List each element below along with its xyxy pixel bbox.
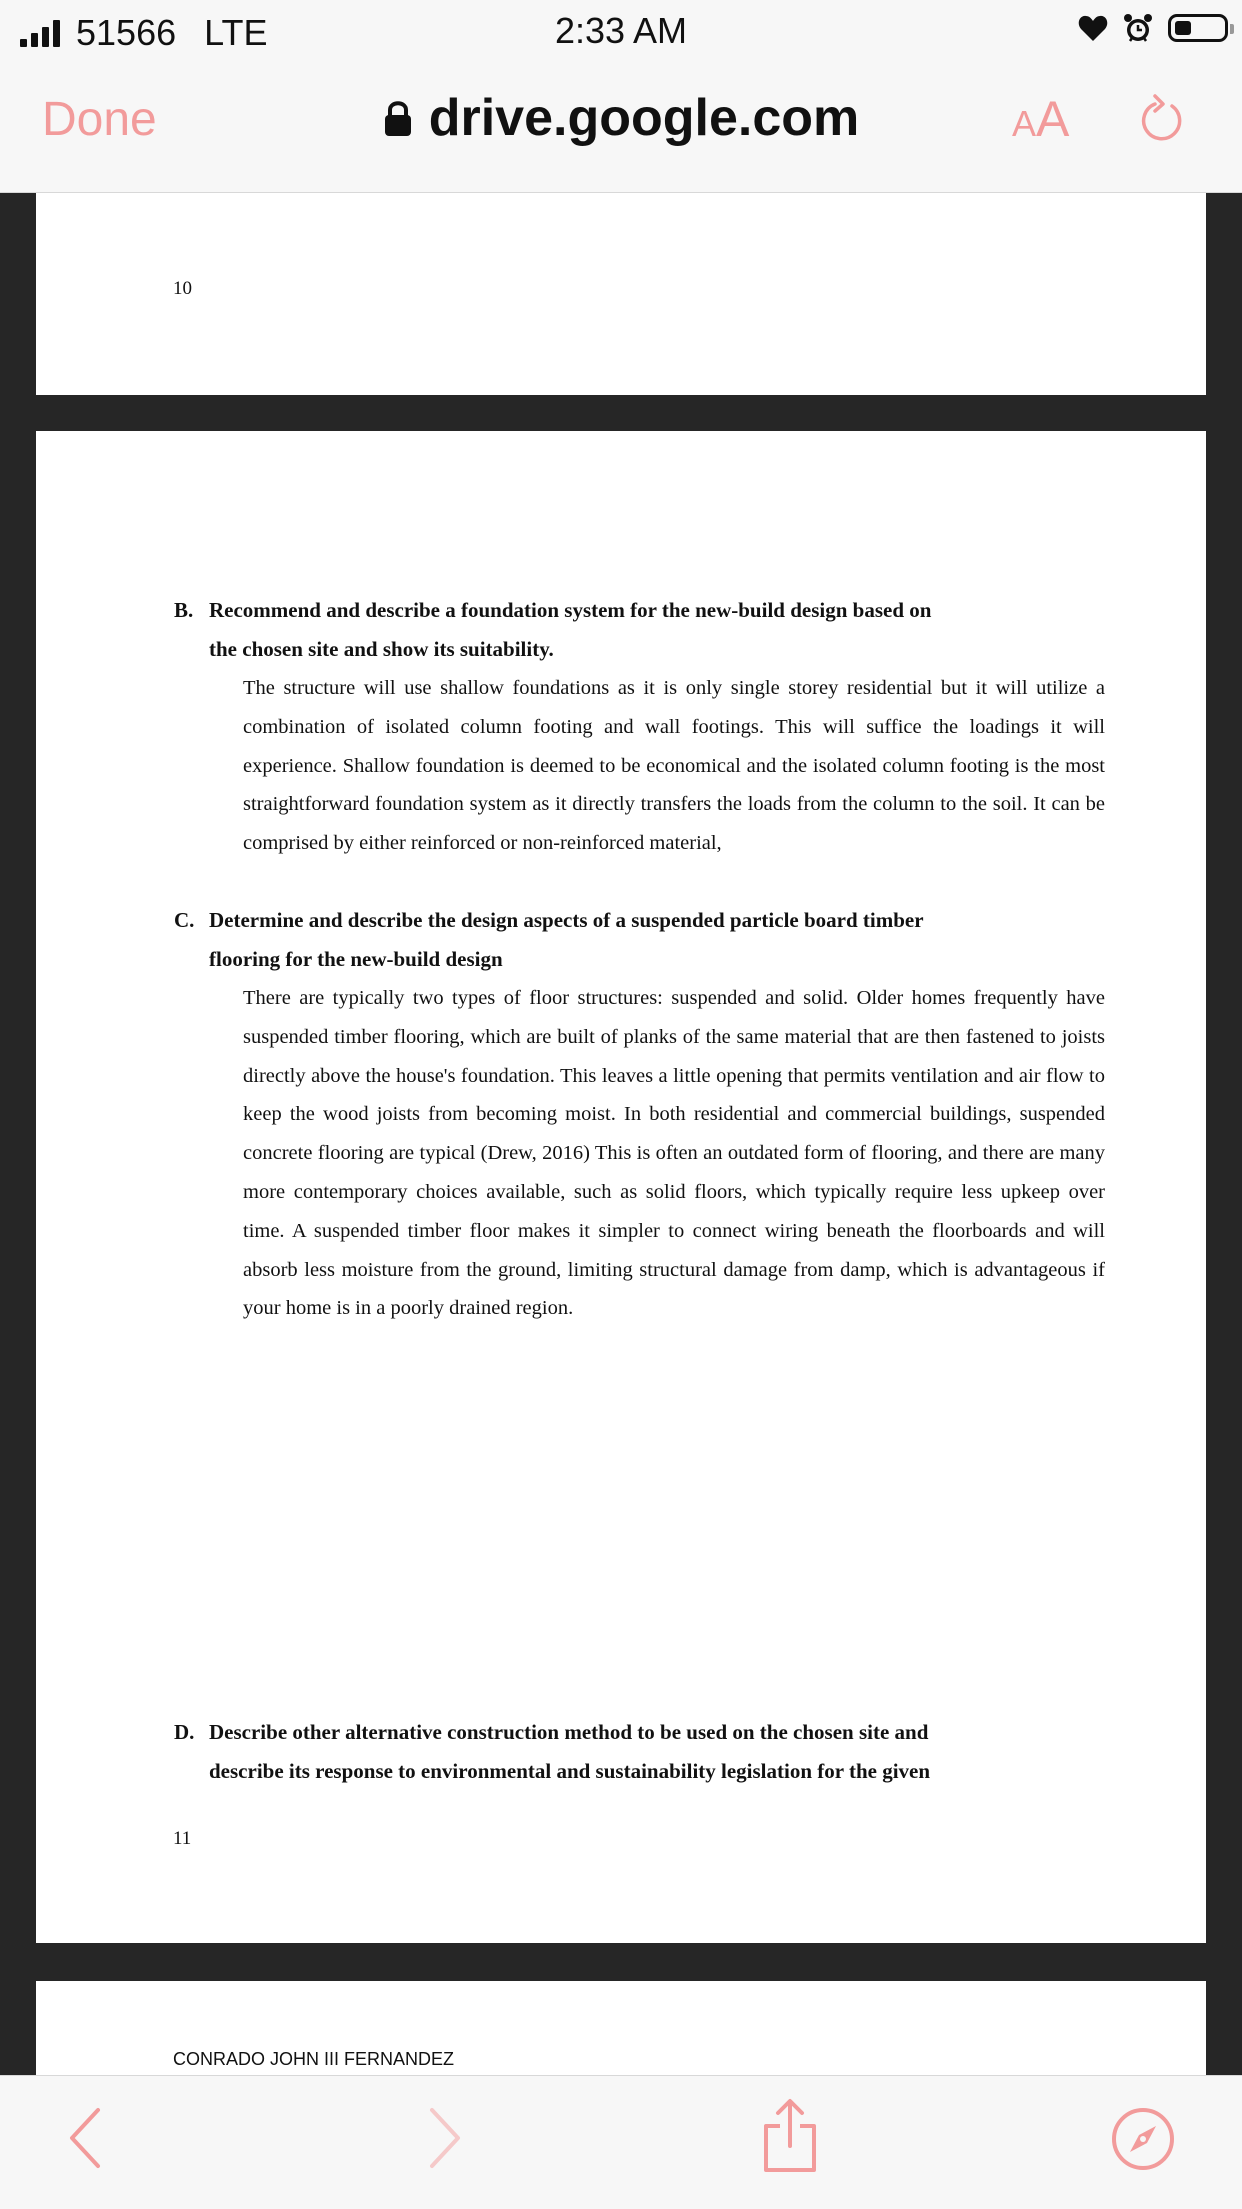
lock-icon (383, 99, 413, 137)
text-size-small-label: A (1012, 103, 1037, 144)
document-page-12 (36, 1981, 1206, 2075)
section-d-heading (174, 1713, 1039, 1791)
page-number: 11 (173, 1828, 192, 1849)
section-d-heading-line1: Describe other alternative construction method to be used on the chosen site and (209, 1720, 929, 1744)
network-label: LTE (204, 12, 268, 53)
section-d-heading-line2: describe its response to environmental and sustainability legislation for the given (209, 1759, 931, 1783)
carrier-label: 51566 (76, 12, 177, 53)
bottom-toolbar (0, 2075, 1242, 2209)
section-c-heading-line2: flooring for the new-build design (209, 947, 503, 971)
document-page-10 (36, 193, 1206, 395)
document-page-11 (36, 431, 1206, 1943)
safari-compass-button[interactable] (1110, 2106, 1176, 2177)
section-c-body: There are typically two types of floor structures: suspended and solid. Older homes frequently have suspended timber flooring, which are built of planks of the same material that are then fastened to joists directly above the house's foundation. This leaves a little opening that permits ventilation and air flow to keep the wood joists from becoming moist. In both residential and commercial buildings, suspended concrete flooring are typical (Drew, 2016) This is often an outdated form of flooring, and there are many more contemporary choices available, such as solid floors, which typically require less upkeep over time. A suspended timber floor makes it simpler to connect wiring beneath the floorboards and will absorb less moisture from the ground, limiting structural damage from damp, which is advantageous if your home is in a poorly drained region. (243, 987, 1105, 1320)
status-time: 2:33 AM (554, 10, 688, 51)
reload-button[interactable] (1138, 92, 1186, 153)
forward-button[interactable] (424, 2106, 464, 2175)
section-b-letter: B. (174, 598, 194, 622)
section-b-heading-line1: Recommend and describe a foundation system for the new-build design based on (209, 598, 932, 622)
share-button[interactable] (760, 2098, 820, 2179)
chevron-left-icon (66, 2106, 106, 2170)
reload-icon (1138, 92, 1186, 148)
alarm-clock-icon (1122, 12, 1154, 44)
author-name: CONRADO JOHN III FERNANDEZ (173, 2049, 455, 2069)
section-c-letter: C. (174, 908, 195, 932)
status-bar (0, 0, 1242, 62)
back-button[interactable] (66, 2106, 106, 2175)
chevron-right-icon (424, 2106, 464, 2170)
document-viewer[interactable] (0, 193, 1242, 2075)
browser-nav-bar (0, 62, 1242, 193)
section-b-body: The structure will use shallow foundations as it is only single storey residential but it will utilize a combination of isolated column footing and wall footings. This will suffice the loadings it will experience. Shallow foundation is deemed to be economical and the isolated column footing is the most straightforward foundation system as it directly transfers the loads from the column to the soil. It can be comprised by either reinforced or non-reinforced material, (243, 677, 1105, 855)
heart-icon (1078, 14, 1108, 42)
section-b-heading-line2: the chosen site and show its suitability. (209, 637, 554, 661)
status-right (1078, 12, 1228, 44)
section-c-heading-line1: Determine and describe the design aspects of a suspended particle board timber (209, 908, 924, 932)
section-d-letter: D. (174, 1720, 195, 1744)
share-icon (760, 2098, 820, 2174)
text-size-big-label: A (1036, 91, 1070, 147)
compass-icon (1110, 2106, 1176, 2172)
url-text: drive.google.com (428, 89, 860, 147)
battery-icon (1168, 14, 1228, 42)
page-number: 10 (173, 278, 192, 299)
done-button[interactable]: Done (42, 93, 157, 146)
text-size-button[interactable] (1012, 90, 1069, 148)
section-c-heading (174, 901, 1039, 979)
section-b-heading (174, 591, 1039, 669)
